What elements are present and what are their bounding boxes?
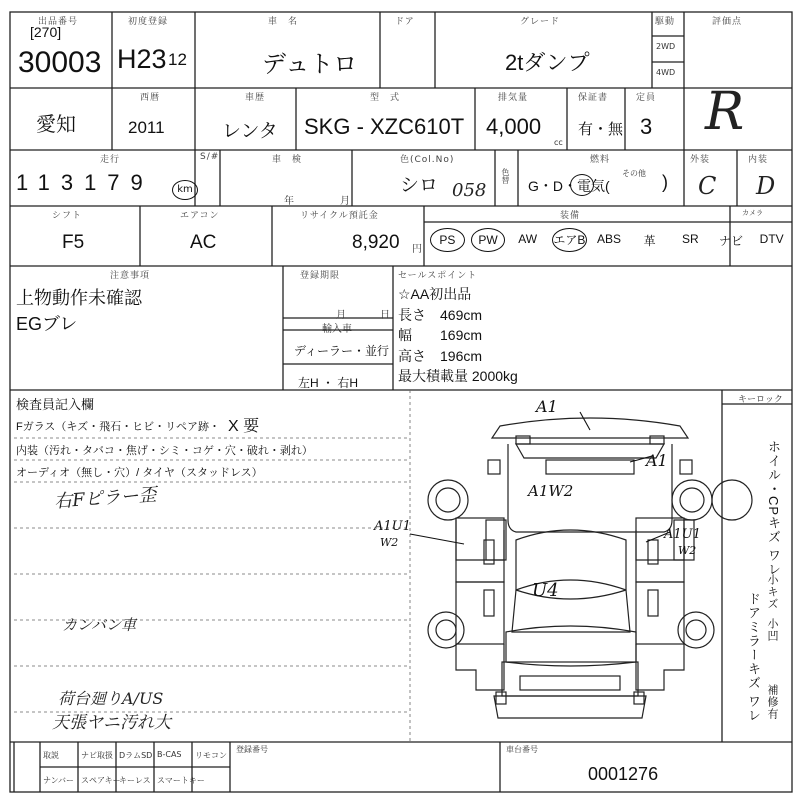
handwritten-note: 荷台廻りA/US bbox=[58, 689, 164, 708]
inspector-windshield: Fガラス（キズ・飛石・ヒビ・リペア跡・ bbox=[16, 421, 220, 433]
footer-item: ナンバー bbox=[43, 776, 75, 785]
first-reg-era: H23 bbox=[117, 44, 167, 74]
fuel: G・D・電気( bbox=[528, 178, 610, 194]
footer-item: B-CAS bbox=[157, 750, 182, 759]
shift-no-label: S/# bbox=[200, 152, 220, 162]
car-name: デュトロ bbox=[262, 51, 358, 78]
drive-label: 駆動 bbox=[655, 17, 676, 27]
warranty: 有・無 bbox=[578, 121, 624, 138]
prev-use: レンタ bbox=[222, 121, 278, 142]
capacity: 3 bbox=[640, 114, 653, 139]
sales-points bbox=[398, 284, 518, 387]
score-label: 評価点 bbox=[712, 17, 743, 27]
warranty-label: 保証書 bbox=[578, 93, 609, 103]
drive-2wd: 2WD bbox=[656, 42, 676, 51]
fuel-other: その他 bbox=[622, 169, 646, 178]
first-reg-month: 12 bbox=[168, 50, 187, 69]
side-note-mirror: ドアミラーキズ ワレ bbox=[746, 592, 761, 723]
side-note-wheel: ホイル・CPキズ ワレ bbox=[766, 440, 781, 577]
sales-label: セールスポイント bbox=[398, 271, 478, 281]
shift-label: シフト bbox=[52, 211, 83, 221]
footer-item: キーレス bbox=[119, 776, 151, 785]
int-label: 内装 bbox=[748, 155, 769, 165]
lot-number: 30003 bbox=[18, 46, 102, 79]
side-note-small-scratch: 小キズ bbox=[766, 574, 778, 610]
footer-item: スペアキー bbox=[81, 776, 121, 785]
lot-label: 出品番号 bbox=[38, 17, 79, 27]
inspection-label: 車 検 bbox=[272, 155, 303, 165]
damage-mark: A1W2 bbox=[528, 482, 574, 500]
fuel-label: 燃料 bbox=[590, 155, 611, 165]
fuel-close: ) bbox=[662, 172, 668, 192]
drive-4wd: 4WD bbox=[656, 68, 676, 77]
damage-mark: A1U1 bbox=[374, 519, 411, 534]
equipment-item: PS bbox=[430, 228, 465, 252]
dealer-type: ディーラー・並行 bbox=[294, 344, 390, 358]
damage-mark: A1 bbox=[646, 451, 668, 470]
color-label: 色(Col.No) bbox=[400, 155, 455, 165]
steering-side: 左H ・ 右H bbox=[298, 376, 359, 390]
sales-point: 高さ 196cm bbox=[398, 347, 483, 364]
note-line-2: EGブレ bbox=[16, 314, 78, 334]
year: 2011 bbox=[128, 118, 165, 137]
lot-prefix: [270] bbox=[30, 24, 62, 40]
mileage-unit: km bbox=[172, 180, 198, 200]
reg-deadline-label: 登録期限 bbox=[300, 271, 341, 281]
sales-point: 長さ 469cm bbox=[398, 306, 483, 323]
footer-item: 取説 bbox=[43, 751, 59, 760]
fuel-diesel-circle bbox=[570, 174, 594, 196]
ext-grade: C bbox=[698, 172, 717, 200]
inspector-label: 検査員記入欄 bbox=[16, 397, 95, 412]
reg-no-label: 登録番号 bbox=[236, 745, 268, 754]
color: シロ bbox=[400, 175, 439, 196]
damage-mark: U4 bbox=[532, 580, 559, 601]
handwritten-note: カンバン車 bbox=[62, 616, 136, 634]
inspector-audio-tire: オーディオ（無し・穴）/ タイヤ（スタッドレス） bbox=[16, 467, 263, 479]
inspector-interior: 内装（汚れ・タバコ・焦げ・シミ・コゲ・穴・破れ・剥れ） bbox=[16, 445, 313, 457]
camera-label: カメラ bbox=[742, 209, 763, 217]
sales-point: 幅 169cm bbox=[398, 327, 483, 343]
model: SKG - XZC610T bbox=[304, 114, 465, 139]
prev-use-label: 車歴 bbox=[245, 93, 266, 103]
equipment-item: DTV bbox=[759, 232, 784, 246]
footer-item: リモコン bbox=[195, 751, 227, 760]
reg-day: 日 bbox=[380, 310, 390, 321]
score: R bbox=[705, 82, 745, 142]
recycle-unit: 円 bbox=[412, 244, 422, 255]
cc: 4,000 bbox=[486, 114, 542, 139]
sales-point: ☆AA初出品 bbox=[398, 286, 472, 302]
inspection-year: 年 bbox=[284, 196, 294, 207]
side-note-small-dent: 小凹 bbox=[766, 618, 778, 642]
equipment-item: 革 bbox=[643, 234, 656, 248]
notes-label: 注意事項 bbox=[110, 271, 151, 281]
shift: F5 bbox=[62, 232, 85, 253]
equipment-item: PW bbox=[471, 228, 506, 252]
recycle-label: リサイクル預託金 bbox=[300, 211, 379, 221]
handwritten-note: 右Fピラー歪 bbox=[53, 484, 158, 513]
keylock-label: キーロック bbox=[738, 395, 783, 405]
damage-mark: W2 bbox=[678, 544, 697, 557]
side-note-repaired: 補修有 bbox=[766, 684, 778, 720]
cc-unit: cc bbox=[554, 138, 563, 147]
footer-item: ナビ取扱 bbox=[81, 751, 113, 760]
grade: 2tダンプ bbox=[505, 50, 590, 75]
region: 愛知 bbox=[36, 114, 76, 136]
footer-item: DラムSD bbox=[119, 751, 153, 760]
color-change: 色替 bbox=[501, 168, 510, 184]
door-label: ドア bbox=[395, 17, 415, 27]
grade-label: グレード bbox=[520, 17, 561, 27]
damage-mark: A1 bbox=[536, 397, 558, 416]
color-no: 058 bbox=[452, 180, 487, 201]
equipment-item: エアB bbox=[552, 228, 587, 252]
equipment-item: ABS bbox=[596, 232, 621, 246]
ac-label: エアコン bbox=[180, 211, 220, 221]
mileage: 113179 bbox=[16, 170, 154, 195]
import-label: 輸入車 bbox=[322, 324, 352, 335]
windshield-mark: X 要 bbox=[228, 418, 260, 435]
sales-point: 最大積載量 2000kg bbox=[398, 368, 518, 384]
int-grade: D bbox=[756, 172, 776, 200]
ac: AC bbox=[190, 232, 217, 253]
ext-label: 外装 bbox=[690, 155, 711, 165]
cc-label: 排気量 bbox=[498, 93, 529, 103]
handwritten-note: 天張ヤニ汚れ大 bbox=[52, 713, 171, 733]
damage-mark: W2 bbox=[380, 536, 399, 549]
equipment-item: SR bbox=[681, 232, 699, 246]
equipment-item: AW bbox=[518, 232, 538, 246]
equip-label: 装備 bbox=[560, 211, 581, 221]
note-line-1: 上物動作未確認 bbox=[16, 288, 142, 308]
model-label: 型 式 bbox=[370, 93, 401, 103]
car-diagram bbox=[374, 397, 720, 740]
recycle: 8,920 bbox=[352, 232, 400, 253]
reg-month: 月 bbox=[336, 310, 346, 321]
car-name-label: 車 名 bbox=[268, 17, 299, 27]
equipment-item: ナビ bbox=[718, 234, 743, 248]
damage-mark: A1U1 bbox=[664, 527, 701, 542]
vin-label: 車台番号 bbox=[506, 745, 538, 754]
mileage-label: 走行 bbox=[100, 155, 121, 165]
year-label: 西暦 bbox=[140, 93, 161, 103]
vin: 0001276 bbox=[588, 764, 659, 784]
first-reg-label: 初度登録 bbox=[128, 17, 169, 27]
capacity-label: 定員 bbox=[636, 93, 657, 103]
footer-item: スマートキー bbox=[157, 776, 205, 785]
inspection-month: 月 bbox=[340, 196, 350, 207]
